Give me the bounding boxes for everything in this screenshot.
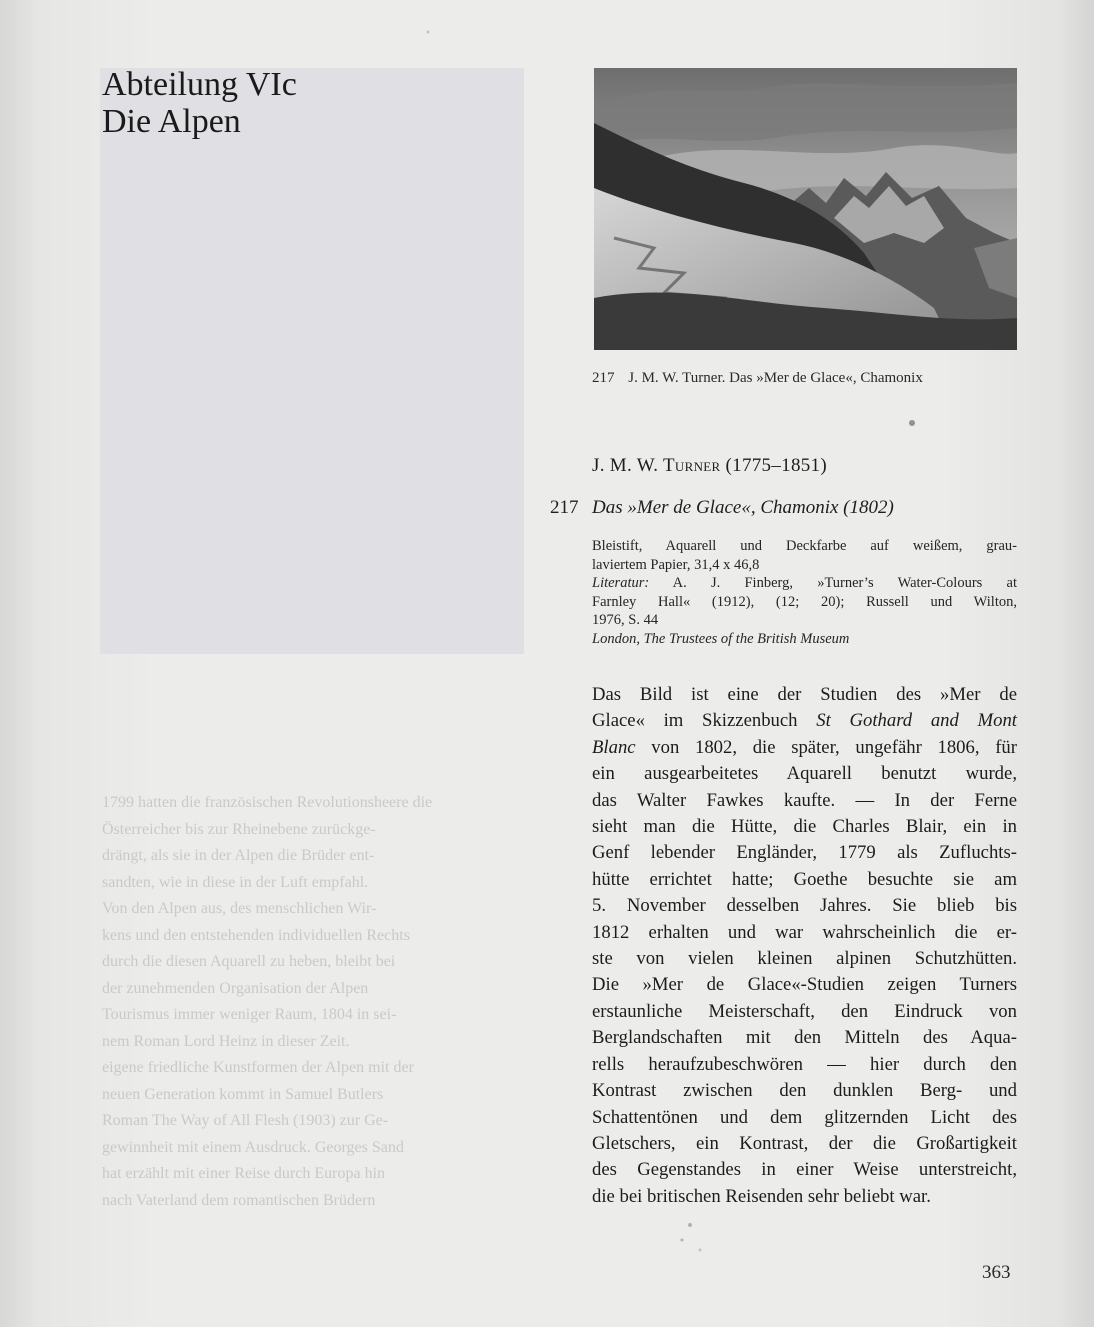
bleed-through-line: neuen Generation kommt in Samuel Butlers xyxy=(102,1085,384,1103)
bleed-through-line: nem Roman Lord Heinz in dieser Zeit. xyxy=(102,1032,350,1050)
body-line-12: Die »Mer de Glace«-Studien zeigen Turners xyxy=(592,974,1017,996)
bleed-through-line: Tourismus immer weniger Raum, 1804 in sei- xyxy=(102,1006,397,1023)
bleed-through-line: gewinnheit mit einem Ausdruck. Georges Sand xyxy=(102,1138,404,1156)
owner-line: London, The Trustees of the British Museum xyxy=(592,630,850,647)
bleed-through-line: der zunehmenden Organisation der Alpen xyxy=(102,979,369,997)
body-line-15: rells heraufzubeschwören — hier durch den xyxy=(592,1053,1017,1075)
bleed-through-line: drängt, als sie in der Alpen die Brüder ent- xyxy=(102,847,375,864)
bleed-through-line: eigene friedliche Kunstformen der Alpen mit der xyxy=(102,1059,414,1076)
body-line-4: ein ausgearbeitetes Aquarell benutzt wurde, xyxy=(592,763,1017,785)
page-number: 363 xyxy=(982,1262,1011,1283)
body-line-18: Gletschers, ein Kontrast, der die Großartigkeit xyxy=(592,1132,1017,1154)
body-line-3b: von 1802, die später, ungefähr 1806, für xyxy=(635,736,1017,758)
literature-label: Literatur: xyxy=(592,575,650,592)
body-line-17: Schattentönen und dem glitzernden Licht des xyxy=(592,1106,1017,1128)
figure-caption-text: J. M. W. Turner. Das »Mer de Glace«, Chamonix xyxy=(628,370,923,386)
body-line-1: Das Bild ist eine der Studien des »Mer de xyxy=(592,684,1017,705)
body-line-10: 1812 erhalten und war wahrscheinlich die er- xyxy=(592,921,1017,943)
body-line-19: des Gegenstandes in einer Weise unterstreicht, xyxy=(592,1159,1017,1181)
figure-number: 217 xyxy=(592,370,615,386)
bleed-through-line: 1799 hatten die französischen Revolutionsheere die xyxy=(102,794,433,811)
body-line-7: Genf lebender Engländer, 1779 als Zufluchts- xyxy=(592,842,1017,864)
bleed-through-line: Roman The Way of All Flesh (1903) zur Ge- xyxy=(102,1112,389,1129)
bleed-through-line: kens und den entstehenden individuellen Rechts xyxy=(102,926,410,944)
body-line-13: erstaunliche Meisterschaft, den Eindruck von xyxy=(592,1000,1017,1022)
section-heading-line-2: Die Alpen xyxy=(102,103,241,140)
bleed-through-line: sandten, wie in diese in der Luft empfahl. xyxy=(102,873,369,891)
artist-surname-smallcaps: urner xyxy=(674,455,721,476)
body-line-11: ste von vielen kleinen alpinen Schutzhütten. xyxy=(592,948,1017,970)
catalogue-number: 217 xyxy=(550,497,579,518)
artist-initials: J. M. W. T xyxy=(592,455,675,476)
literature-line-2: Farnley Hall« (1912), (12; 20); Russell und Wilton, xyxy=(592,593,1017,610)
body-line-9: 5. November desselben Jahres. Sie blieb bis xyxy=(592,895,1017,917)
sketchbook-title-part-2: Blanc xyxy=(592,736,636,758)
bleed-through-line: nach Vaterland dem romantischen Brüdern xyxy=(102,1191,376,1209)
medium-line-2: laviertem Papier, 31,4 x 46,8 xyxy=(592,556,760,573)
body-line-2a: Glace« im Skizzenbuch xyxy=(592,710,817,732)
body-line-14: Berglandschaften mit den Mitteln des Aqua- xyxy=(592,1027,1017,1049)
literature-text-1: A. J. Finberg, »Turner’s Water-Colours at xyxy=(649,575,1017,592)
body-line-5: das Walter Fawkes kaufte. — In der Ferne xyxy=(592,789,1017,811)
section-heading-line-1: Abteilung VIc xyxy=(102,66,297,103)
medium-line-1: Bleistift, Aquarell und Deckfarbe auf weißem, grau- xyxy=(592,538,1017,554)
body-line-6: sieht man die Hütte, die Charles Blair, ein in xyxy=(592,816,1017,838)
body-line-16: Kontrast zwischen den dunklen Berg- und xyxy=(592,1080,1017,1102)
bleed-through-line: Von den Alpen aus, des menschlichen Wir- xyxy=(102,900,377,917)
artwork-title: Das »Mer de Glace«, Chamonix (1802) xyxy=(592,497,894,518)
literature-line-3: 1976, S. 44 xyxy=(592,612,659,629)
bleed-through-line: Österreicher bis zur Rheinebene zurückge- xyxy=(102,820,376,838)
body-line-20: die bei britischen Reisenden sehr beliebt war. xyxy=(592,1185,931,1207)
sketchbook-title-part-1: St Gothard and Mont xyxy=(816,710,1017,732)
artist-dates: (1775–1851) xyxy=(720,455,827,476)
bleed-through-line: hat erzählt mit einer Reise durch Europa hin xyxy=(102,1165,386,1182)
body-line-8: hütte errichtet hatte; Goethe besuchte sie am xyxy=(592,868,1017,890)
bleed-through-line: durch die diesen Aquarell zu heben, bleibt bei xyxy=(102,953,396,970)
